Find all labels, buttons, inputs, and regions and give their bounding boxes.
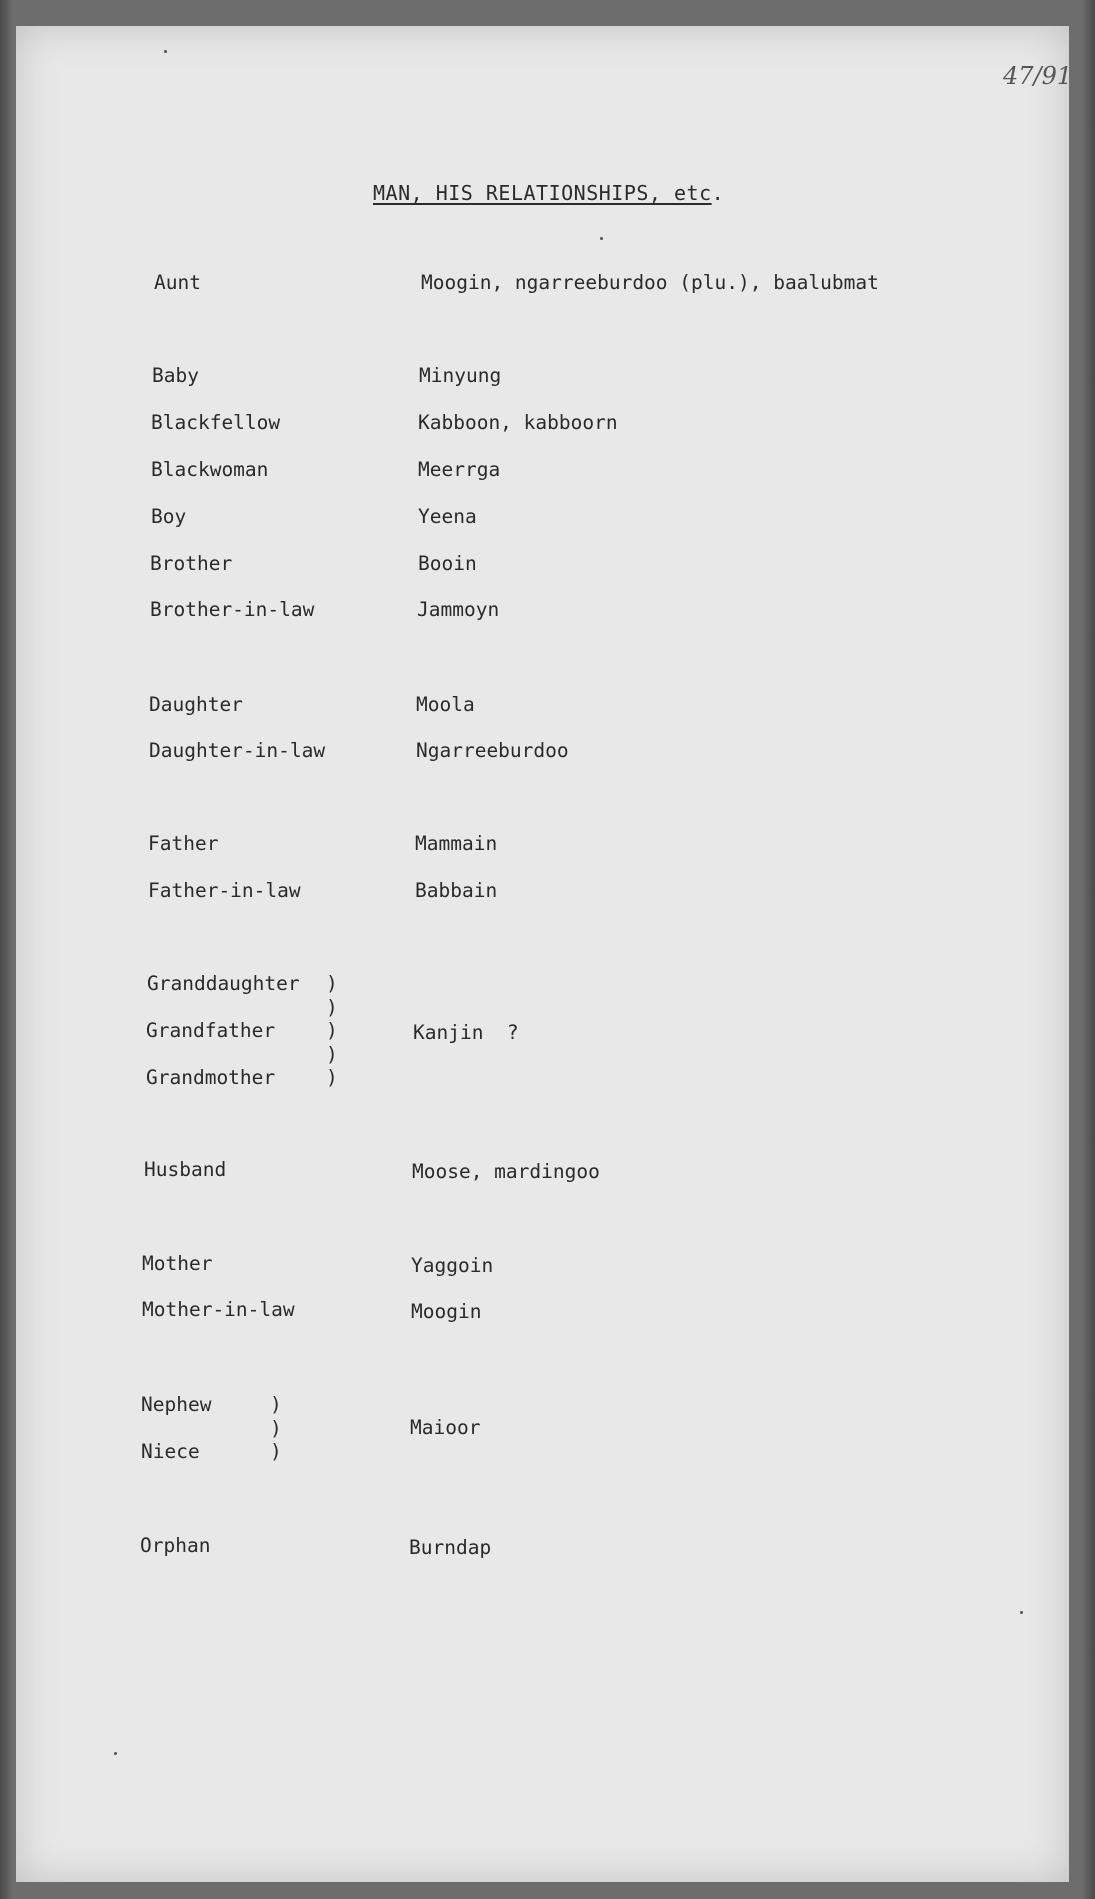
definition-father-in-law: Babbain xyxy=(415,879,498,902)
term-mother-in-law: Mother-in-law xyxy=(142,1298,295,1321)
definition-boy: Yeena xyxy=(418,505,477,528)
definition-brother: Booin xyxy=(418,552,477,575)
term-blackwoman: Blackwoman xyxy=(151,458,269,481)
term-baby: Baby xyxy=(152,364,199,387)
typed-page xyxy=(16,26,1073,1882)
term-brother-in-law: Brother-in-law xyxy=(150,598,315,621)
term-blackfellow: Blackfellow xyxy=(151,411,281,434)
definition-blackwoman: Meerrga xyxy=(418,458,501,481)
paper-speck xyxy=(164,50,167,53)
term-boy: Boy xyxy=(151,505,187,528)
bracket-line: ) xyxy=(326,996,338,1019)
page-title xyxy=(373,181,724,205)
definition-baby: Minyung xyxy=(419,364,502,387)
bracket-line: ) xyxy=(326,1019,338,1042)
paper-speck xyxy=(600,237,603,240)
definition-daughter-in-law: Ngarreeburdoo xyxy=(416,739,569,762)
bracket-line: ) xyxy=(326,1043,338,1066)
term-daughter: Daughter xyxy=(149,693,243,716)
bracket-line: ) xyxy=(270,1417,282,1440)
definition-mother-in-law: Moogin xyxy=(411,1300,482,1323)
term-grandfather: Grandfather xyxy=(146,1019,276,1042)
term-brother: Brother xyxy=(150,552,233,575)
bracket-line: ) xyxy=(270,1393,282,1416)
term-father-in-law: Father-in-law xyxy=(148,879,301,902)
term-daughter-in-law: Daughter-in-law xyxy=(149,739,326,762)
term-orphan: Orphan xyxy=(140,1534,211,1557)
bracket-line: ) xyxy=(326,972,338,995)
bracket-line: ) xyxy=(326,1066,338,1089)
definition-blackfellow: Kabboon, kabboorn xyxy=(418,411,618,434)
paper-speck xyxy=(114,1752,117,1755)
definition-husband: Moose, mardingoo xyxy=(412,1160,600,1183)
page-title-period: . xyxy=(711,181,725,205)
definition-grandparents: Kanjin ? xyxy=(413,1021,519,1044)
term-mother: Mother xyxy=(142,1252,213,1275)
term-father: Father xyxy=(148,832,219,855)
definition-brother-in-law: Jammoyn xyxy=(417,598,500,621)
term-niece: Niece xyxy=(141,1440,200,1463)
definition-orphan: Burndap xyxy=(409,1536,492,1559)
paper-speck xyxy=(1020,1611,1023,1614)
term-granddaughter: Granddaughter xyxy=(147,972,300,995)
bracket-line: ) xyxy=(270,1440,282,1463)
page-title-text: MAN, HIS RELATIONSHIPS, etc xyxy=(373,181,712,205)
definition-aunt: Moogin, ngarreeburdoo (plu.), baalubmat xyxy=(421,271,879,294)
page-number: 47/91 xyxy=(1003,62,1073,90)
term-nephew: Nephew xyxy=(141,1393,212,1416)
definition-daughter: Moola xyxy=(416,693,475,716)
definition-nephew-niece: Maioor xyxy=(410,1416,481,1439)
term-aunt: Aunt xyxy=(154,271,201,294)
definition-father: Mammain xyxy=(415,832,498,855)
term-husband: Husband xyxy=(144,1158,227,1181)
definition-mother: Yaggoin xyxy=(411,1254,494,1277)
term-grandmother: Grandmother xyxy=(146,1066,276,1089)
